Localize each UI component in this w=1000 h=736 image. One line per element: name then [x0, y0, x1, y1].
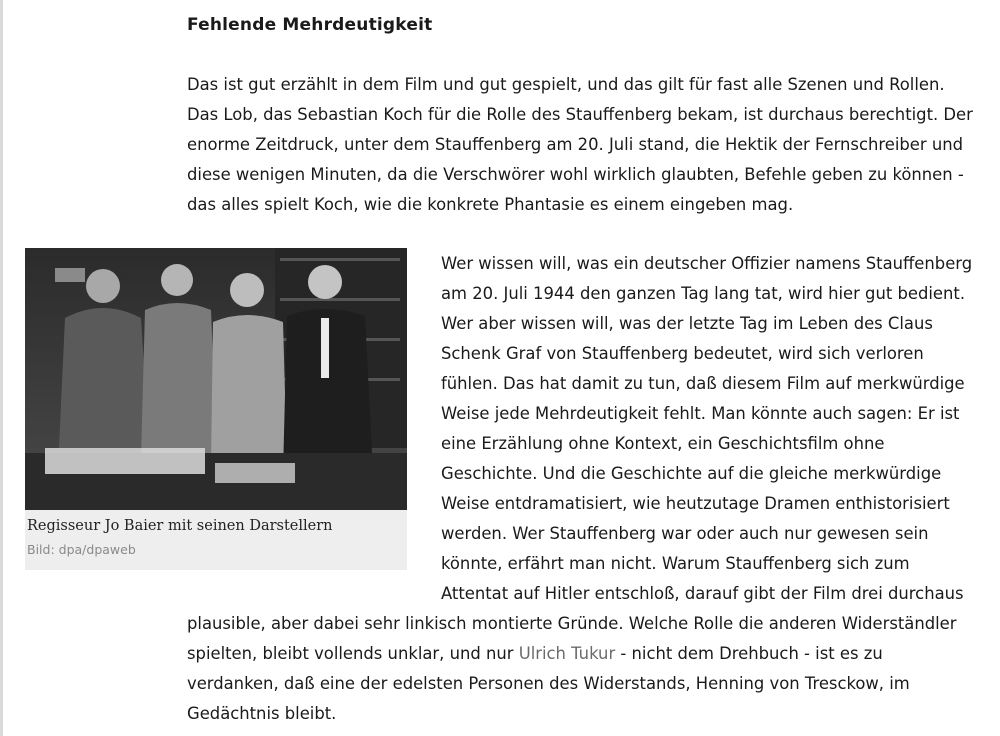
text-line: am 20. Juli 1944 den ganzen Tag lang tat, wird hier gut bedient. — [441, 284, 966, 303]
article-paragraph-1 — [187, 70, 977, 220]
text-line: Geschichte. Und die Geschichte auf die gleiche merkwürdige — [441, 464, 942, 483]
text-line: Wer aber wissen will, was der letzte Tag im Leben des Claus — [441, 314, 933, 333]
figure-credit: Bild: dpa/dpaweb — [27, 542, 136, 557]
text-line: werden. Wer Stauffenberg war oder auch nur gewesen sein — [441, 524, 929, 543]
text-line: Gedächtnis bleibt. — [187, 704, 337, 723]
text-line: könnte, erfährt man nicht. Warum Stauffenberg sich zum — [441, 554, 910, 573]
text-line: Das Lob, das Sebastian Koch für die Rolle des Stauffenberg bekam, ist durchaus berechtigt. Der — [187, 105, 973, 124]
figure-caption: Regisseur Jo Baier mit seinen Darstellern — [27, 518, 333, 534]
text-line: Weise jede Mehrdeutigkeit fehlt. Man könnte auch sagen: Er ist — [441, 404, 960, 423]
article-paragraph-2 — [0, 249, 1000, 729]
text-line: fühlen. Das hat damit zu tun, daß diesem Film auf merkwürdige — [441, 374, 965, 393]
text-line: Wer wissen will, was ein deutscher Offizier namens Stauffenberg — [441, 254, 973, 273]
text-line: Attentat auf Hitler entschloß, darauf gibt der Film drei durchaus — [441, 584, 964, 603]
text-fragment: spielten, bleibt vollends unklar, und nur — [187, 644, 519, 663]
section-heading: Fehlende Mehrdeutigkeit — [187, 15, 433, 35]
text-line: diese wenigen Minuten, da die Verschwörer wohl wirklich glaubten, Befehle geben zu können - — [187, 165, 964, 184]
text-fragment: - nicht dem Drehbuch - ist es zu — [615, 644, 883, 663]
text-line: verdanken, daß eine der edelsten Personen des Widerstands, Henning von Tresckow, im — [187, 674, 910, 693]
text-line: enorme Zeitdruck, unter dem Stauffenberg am 20. Juli stand, die Hektik der Fernschreiber und — [187, 135, 964, 154]
text-line: plausible, aber dabei sehr linkisch montierte Gründe. Welche Rolle die anderen Widerständler — [187, 614, 957, 633]
text-line-with-link — [0, 639, 1000, 669]
text-line: Das ist gut erzählt in dem Film und gut gespielt, und das gilt für fast alle Szenen und Rollen. — [187, 75, 945, 94]
text-line: Schenk Graf von Stauffenberg bedeutet, wird sich verloren — [441, 344, 924, 363]
text-line: Weise entdramatisiert, wie heutzutage Dramen enthistorisiert — [441, 494, 950, 513]
text-line: eine Erzählung ohne Kontext, ein Geschichtsfilm ohne — [441, 434, 885, 453]
text-line: das alles spielt Koch, wie die konkrete Phantasie es einem eingeben mag. — [187, 195, 794, 214]
link-ulrich-tukur[interactable]: Ulrich Tukur — [518, 644, 616, 663]
